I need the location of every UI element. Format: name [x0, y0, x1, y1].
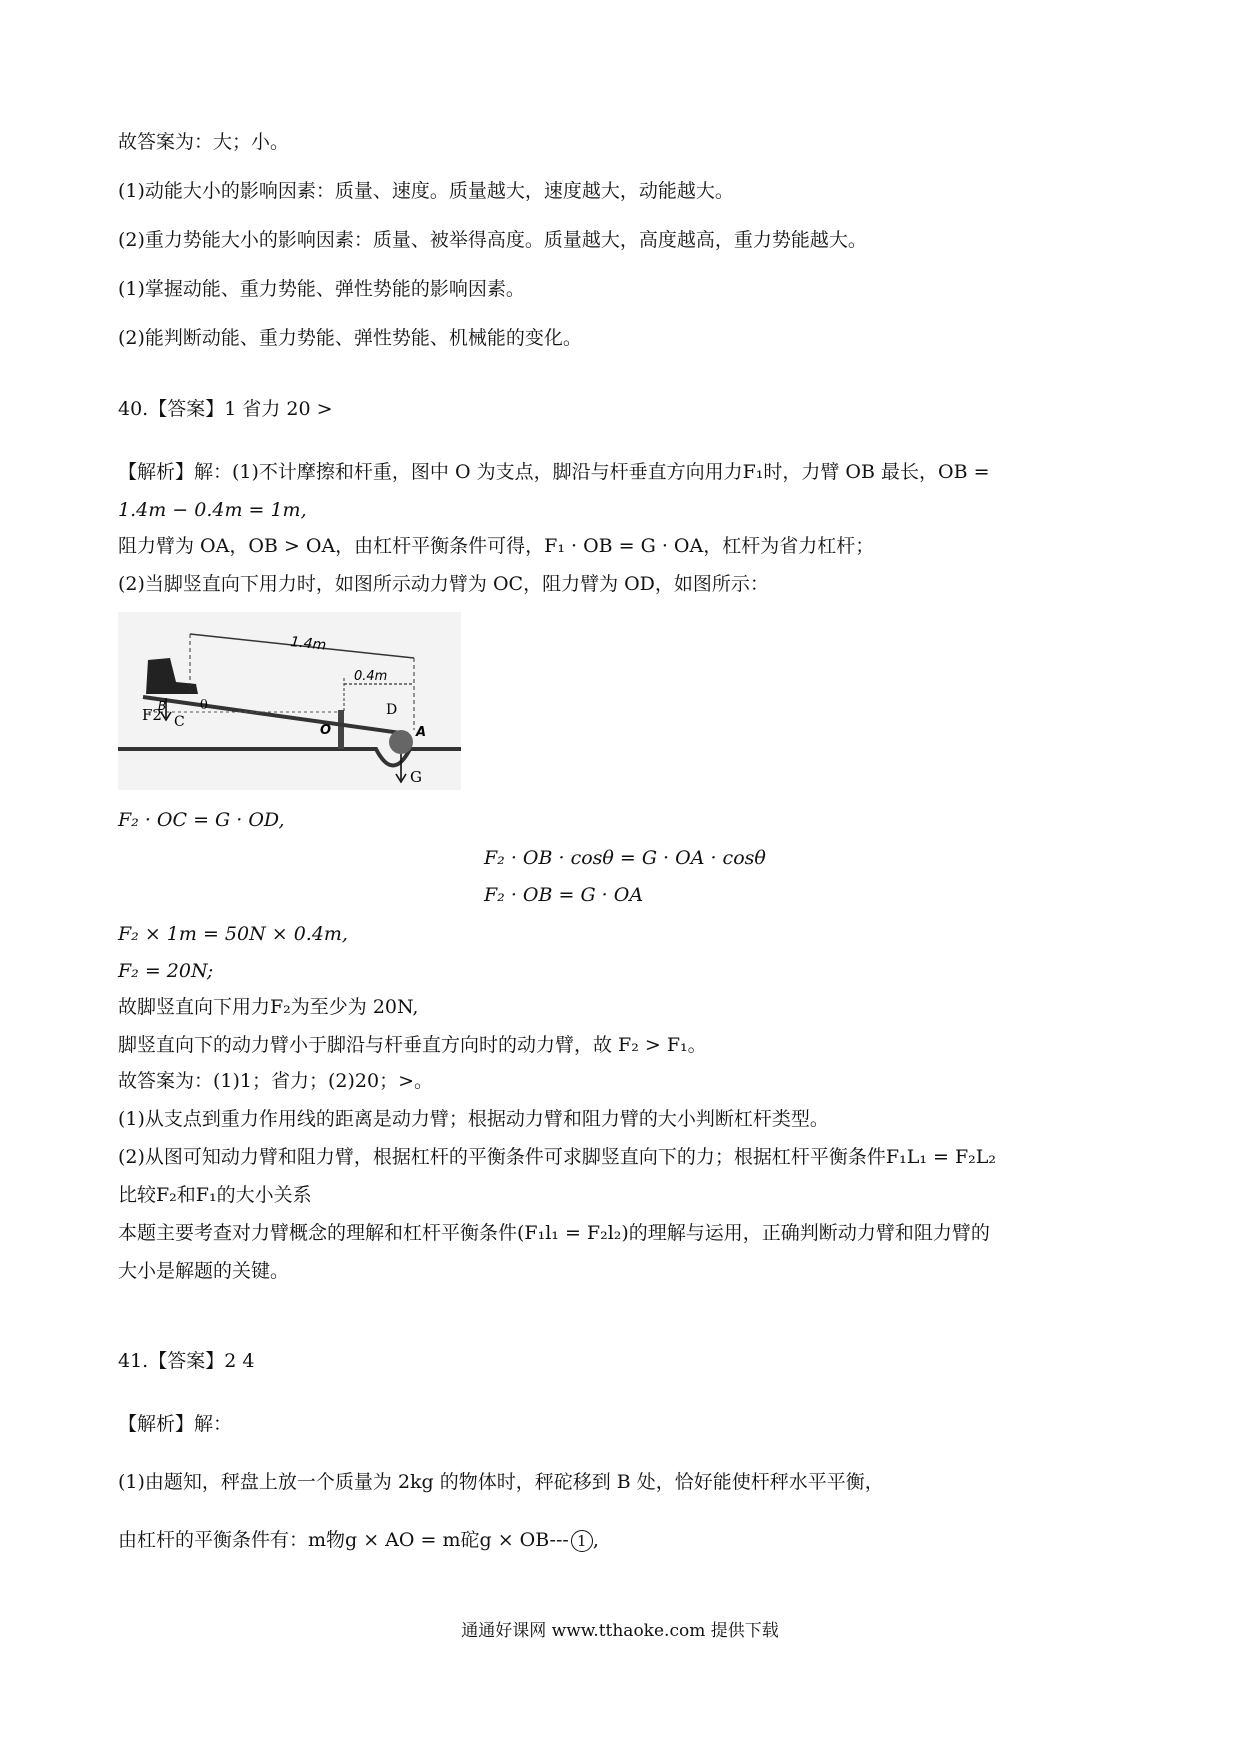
text-line: 本题主要考查对力臂概念的理解和杠杆平衡条件(F₁l₁ = F₂l₂)的理解与运用，正确判断动力臂和阻力臂的	[118, 1222, 990, 1244]
text-line: (1)由题知，秤盘上放一个质量为 2kg 的物体时，秤砣移到 B 处，恰好能使杆秤水平平衡，	[118, 1471, 884, 1493]
text-line: (2)当脚竖直向下用力时，如图所示动力臂为 OC，阻力臂为 OD，如图所示：	[118, 573, 769, 595]
math-line: F₂ = 20N;	[118, 960, 214, 982]
text-line: 大小是解题的关键。	[118, 1260, 290, 1282]
text-line: 故答案为：大；小。	[118, 131, 290, 153]
math-line: F₂ · OC = G · OD,	[118, 809, 285, 831]
text-line: 脚竖直向下的动力臂小于脚沿与杆垂直方向时的动力臂，故 F₂ > F₁。	[118, 1034, 707, 1056]
text-line: (2)能判断动能、重力势能、弹性势能、机械能的变化。	[118, 327, 582, 349]
text-line: (1)从支点到重力作用线的距离是动力臂；根据动力臂和阻力臂的大小判断杠杆类型。	[118, 1108, 829, 1130]
label-C: C	[174, 714, 185, 730]
label-F2: F2	[142, 706, 162, 724]
math-line: F₂ × 1m = 50N × 0.4m,	[118, 923, 348, 945]
label-theta: θ	[200, 698, 208, 713]
label-D: D	[386, 702, 398, 718]
text-line: (1)掌握动能、重力势能、弹性势能的影响因素。	[118, 278, 525, 300]
label-B: B	[158, 699, 167, 713]
text-line: 【解析】解：	[118, 1413, 233, 1435]
text-line: (1)动能大小的影响因素：质量、速度。质量越大，速度越大，动能越大。	[118, 180, 734, 202]
circled-number: 1	[571, 1530, 593, 1552]
label-length: 1.4m	[289, 634, 327, 654]
text-line: 【解析】解：(1)不计摩擦和杆重，图中 O 为支点，脚沿与杆垂直方向用力F₁时，力臂 OB 最长，OB =	[118, 461, 990, 483]
label-G: G	[410, 768, 422, 786]
lever-diagram	[118, 612, 461, 790]
lever-diagram-svg	[118, 612, 461, 790]
math-line: F₂ · OB · cosθ = G · OA · cosθ	[484, 847, 766, 869]
label-short: 0.4m	[354, 669, 388, 684]
ball-icon	[389, 730, 413, 754]
question-41-answer: 41.【答案】2 4	[118, 1350, 255, 1372]
math-line: 1.4m − 0.4m = 1m,	[118, 499, 307, 521]
text-line: 比较F₂和F₁的大小关系	[118, 1184, 312, 1206]
text-line: 故脚竖直向下用力F₂为至少为 20N,	[118, 996, 419, 1018]
equation-end: ,	[592, 1529, 599, 1551]
text-line: (2)从图可知动力臂和阻力臂，根据杠杆的平衡条件可求脚竖直向下的力；根据杠杆平衡条件F₁L₁ = F₂L₂	[118, 1146, 996, 1168]
text-line: 阻力臂为 OA，OB > OA，由杠杆平衡条件可得，F₁ · OB = G · OA，杠杆为省力杠杆；	[118, 535, 875, 557]
label-A: A	[416, 725, 427, 740]
equation-text: 由杠杆的平衡条件有：m物g × AO = m砣g × OB---	[118, 1529, 569, 1551]
question-40-answer: 40.【答案】1 省力 20 >	[118, 398, 333, 420]
label-O: O	[320, 723, 332, 738]
text-line: (2)重力势能大小的影响因素：质量、被举得高度。质量越大，高度越高，重力势能越大。	[118, 229, 867, 251]
math-line: F₂ · OB = G · OA	[484, 884, 644, 906]
fulcrum-support	[338, 710, 344, 749]
page-footer: 通通好课网 www.tthaoke.com 提供下载	[461, 1621, 779, 1641]
text-line: 故答案为：(1)1；省力；(2)20；>。	[118, 1070, 434, 1092]
text-line	[118, 1526, 599, 1554]
